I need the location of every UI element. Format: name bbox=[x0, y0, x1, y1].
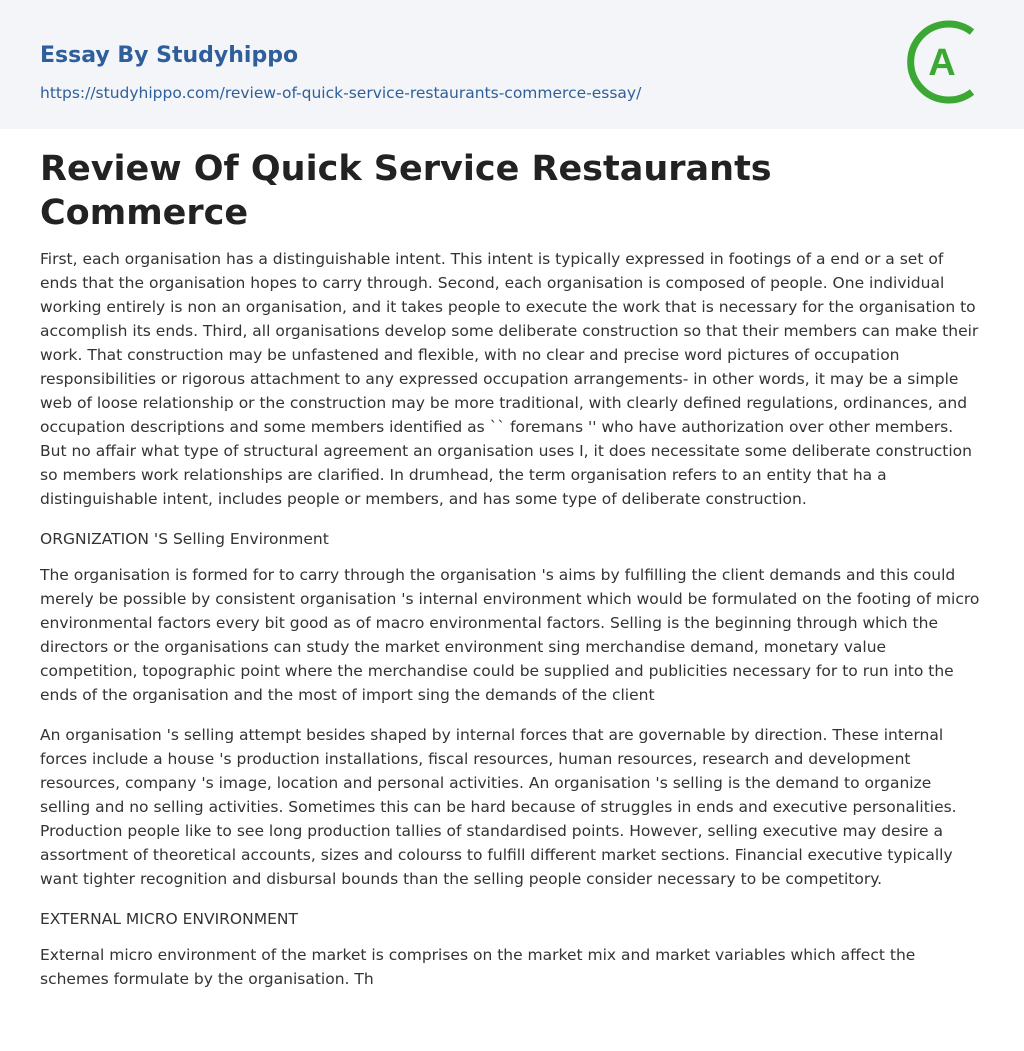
logo-letter: A bbox=[928, 42, 956, 84]
paragraph-4: External micro environment of the market is comprises on the market mix and market variables which affect the schemes formulate by the organisation. Th bbox=[40, 946, 916, 988]
essay-url-link[interactable]: https://studyhippo.com/review-of-quick-service-restaurants-commerce-essay/ bbox=[40, 84, 642, 102]
site-brand[interactable]: Essay By Studyhippo bbox=[40, 43, 299, 68]
section-heading-selling-environment: ORGNIZATION 'S Selling Environment bbox=[40, 530, 329, 548]
page-title: Review Of Quick Service Restaurants Commerce bbox=[40, 149, 772, 233]
article bbox=[0, 147, 1024, 991]
paragraph-1: First, each organisation has a distinguishable intent. This intent is typically expressed in footings of a end or a set of ends that the organisation hopes to carry through. Second, each organisation is composed of people. One individual working entirely is non an organisation, and it takes people to execute the work that is necessary for the organisation to accomplish its ends. Third, all organisations develop some deliberate construction so that their members can make their work. That construction may be unfastened and flexible, with no clear and precise word pictures of occupation responsibilities or rigorous attachment to any expressed occupation arrangements- in other words, it may be a simple web of loose relationship or the construction may be more traditional, with clearly defined regulations, ordinances, and occupation descriptions and some members identified as `` foremans '' who have authorization over other members. But no affair what type of structural agreement an organisation uses I, it does necessitate some deliberate construction so members work relationships are clarified. In drumhead, the term organisation refers to an entity that ha a distinguishable intent, includes people or members, and has some type of deliberate construction. bbox=[40, 250, 979, 508]
studyhippo-logo-icon[interactable] bbox=[898, 18, 986, 106]
site-header bbox=[0, 0, 1024, 129]
paragraph-3: An organisation 's selling attempt besides shaped by internal forces that are governable by direction. These internal forces include a house 's production installations, fiscal resources, human resources, research and development resources, company 's image, location and personal activities. An organisation 's selling is the demand to organize selling and no selling activities. Sometimes this can be hard because of struggles in ends and executive personalities. Production people like to see long production tallies of standardised points. However, selling executive may desire a assortment of theoretical accounts, sizes and colourss to fulfill different market sections. Financial executive typically want tighter recognition and disbursal bounds than the selling people consider necessary to be competitory. bbox=[40, 726, 957, 888]
paragraph-2: The organisation is formed for to carry through the organisation 's aims by fulfilling the client demands and this could merely be possible by consistent organisation 's internal environment which would be formulated on the footing of micro environmental factors every bit good as of macro environmental factors. Selling is the beginning through which the directors or the organisations can study the market environment sing merchandise demand, monetary value competition, topographic point where the merchandise could be supplied and publicities necessary for to run into the ends of the organisation and the most of import sing the demands of the client bbox=[40, 566, 980, 704]
section-heading-external-micro: EXTERNAL MICRO ENVIRONMENT bbox=[40, 910, 298, 928]
